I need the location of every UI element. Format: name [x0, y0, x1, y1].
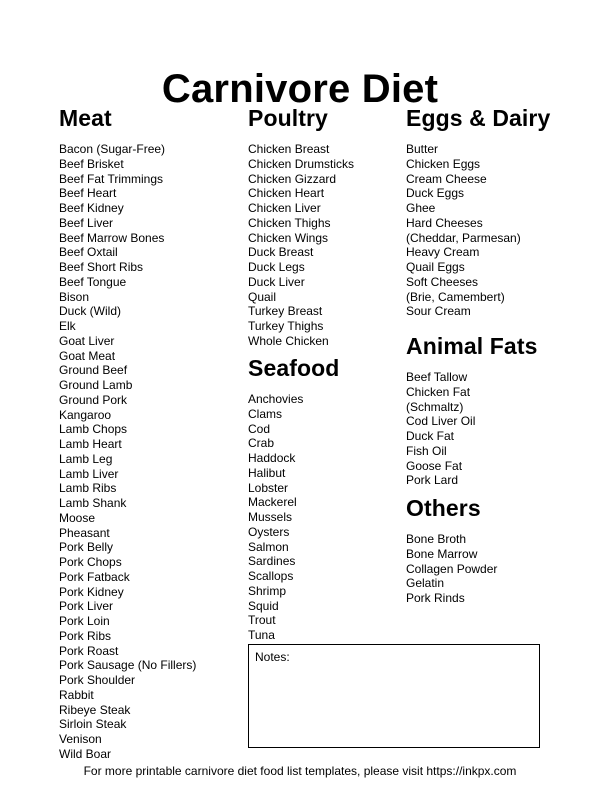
list-item: Moose [59, 510, 96, 525]
list-item: Duck (Wild) [59, 304, 121, 319]
list-item: Soft Cheeses [406, 274, 479, 289]
list-item: Halibut [248, 465, 286, 480]
list-item: Ground Beef [59, 363, 128, 378]
list-item: Beef Tongue [59, 274, 127, 289]
list-item: Cream Cheese [406, 171, 487, 186]
list-item: Shrimp [248, 583, 287, 598]
eggs-dairy-list [406, 142, 550, 319]
list-item: Chicken Wings [248, 230, 329, 245]
list-item: Beef Short Ribs [59, 260, 144, 274]
list-item: Anchovies [248, 392, 304, 406]
list-item: Lamb Ribs [59, 481, 117, 496]
list-item: Bison [59, 289, 90, 304]
list-item: Ribeye Steak [59, 702, 131, 717]
notes-box[interactable] [248, 644, 540, 748]
list-item: Ground Lamb [59, 378, 133, 392]
list-item: Lamb Chops [59, 422, 128, 437]
list-item: Goat Liver [59, 333, 115, 348]
list-item: Chicken Breast [248, 142, 330, 156]
meat-list [59, 142, 196, 762]
list-item: Chicken Drumsticks [248, 156, 355, 171]
list-item: Beef Liver [59, 215, 114, 230]
list-item: Beef Kidney [59, 201, 124, 215]
list-item: Hard Cheeses [406, 215, 483, 230]
animal-fats-list [406, 370, 537, 488]
list-item: Mackerel [248, 495, 297, 510]
list-item: Cod [248, 421, 271, 436]
list-item: Collagen Powder [406, 561, 498, 576]
poultry-section [248, 104, 354, 349]
animal-fats-section [406, 332, 537, 488]
list-item: Lamb Heart [59, 437, 122, 451]
list-item: Duck Eggs [406, 186, 465, 201]
list-item: Fish Oil [406, 443, 447, 458]
list-item: Duck Fat [406, 429, 455, 443]
list-item: Pork Chops [59, 555, 122, 569]
list-item: Beef Tallow [406, 370, 468, 384]
section-heading-seafood: Seafood [248, 355, 340, 381]
list-item: (Brie, Camembert) [406, 289, 505, 304]
list-item: Whole Chicken [248, 333, 329, 348]
list-item: Ground Pork [59, 392, 128, 407]
list-item: Chicken Thighs [248, 215, 331, 230]
others-list [406, 532, 497, 606]
meat-section [59, 104, 196, 762]
list-item: Oysters [248, 524, 290, 539]
list-item: Lamb Shank [59, 496, 127, 510]
list-item: Lamb Leg [59, 451, 113, 466]
section-heading-eggs-dairy: Eggs & Dairy [406, 105, 551, 131]
list-item: Trout [248, 613, 276, 628]
poultry-list [248, 142, 354, 349]
seafood-list [248, 392, 339, 643]
list-item: Pork Shoulder [59, 673, 136, 687]
section-heading-animal-fats: Animal Fats [406, 333, 538, 359]
list-item: Duck Breast [248, 245, 314, 260]
list-item: Squid [248, 598, 279, 613]
list-item: Goose Fat [406, 458, 463, 473]
list-item: Goat Meat [59, 348, 116, 363]
list-item: Quail Eggs [406, 260, 465, 274]
list-item: Pork Kidney [59, 584, 124, 599]
list-item: Wild Boar [59, 746, 112, 761]
list-item: Cod Liver Oil [406, 414, 476, 429]
list-item: Tuna [248, 628, 275, 642]
others-section [406, 494, 497, 606]
list-item: Turkey Thighs [248, 319, 324, 333]
list-item: Sardines [248, 554, 296, 569]
list-item: Sirloin Steak [59, 717, 127, 732]
list-item: Pheasant [59, 525, 110, 540]
list-item: Duck Liver [248, 274, 305, 289]
list-item: Lamb Liver [59, 466, 119, 481]
list-item: Beef Marrow Bones [59, 230, 165, 245]
eggs-dairy-section [406, 104, 550, 319]
list-item: Crab [248, 436, 275, 451]
list-item: Chicken Heart [248, 186, 325, 201]
list-item: Gelatin [406, 576, 445, 591]
section-heading-others: Others [406, 495, 481, 521]
list-item: Pork Ribs [59, 628, 112, 643]
list-item: Pork Lard [406, 473, 459, 488]
list-item: Chicken Fat [406, 384, 471, 399]
footer-text: For more printable carnivore diet food list templates, please visit https://inkpx.com [83, 764, 517, 778]
notes-label: Notes: [255, 650, 290, 664]
list-item: Elk [59, 319, 76, 333]
list-item: Heavy Cream [406, 245, 480, 260]
section-heading-poultry: Poultry [248, 105, 328, 131]
list-item: Chicken Eggs [406, 156, 481, 171]
list-item: Pork Fatback [59, 569, 130, 584]
list-item: Clams [248, 406, 283, 421]
list-item: Ghee [406, 201, 436, 215]
list-item: Haddock [248, 451, 296, 465]
list-item: Pork Sausage (No Fillers) [59, 658, 197, 673]
seafood-section [248, 354, 339, 643]
list-item: Duck Legs [248, 260, 305, 274]
page-title: Carnivore Diet [161, 66, 439, 111]
list-item: Beef Brisket [59, 156, 124, 171]
list-item: Venison [59, 732, 102, 746]
list-item: Bacon (Sugar-Free) [59, 142, 166, 156]
list-item: Turkey Breast [248, 304, 323, 319]
list-item: Quail [248, 289, 277, 304]
list-item: Beef Heart [59, 186, 117, 201]
list-item: Lobster [248, 480, 289, 495]
list-item: Chicken Liver [248, 201, 321, 215]
list-item: Pork Liver [59, 599, 114, 614]
list-item: Bone Marrow [406, 546, 478, 561]
list-item: Pork Rinds [406, 591, 465, 605]
list-item: Pork Roast [59, 643, 119, 658]
list-item: Bone Broth [406, 532, 467, 546]
list-item: Beef Oxtail [59, 245, 118, 260]
list-item: Salmon [248, 539, 289, 554]
list-item: (Cheddar, Parmesan) [406, 230, 521, 245]
list-item: Kangaroo [59, 407, 112, 422]
list-item: Scallops [248, 569, 294, 583]
section-heading-meat: Meat [59, 105, 112, 131]
list-item: (Schmaltz) [406, 399, 464, 414]
list-item: Butter [406, 142, 439, 156]
list-item: Rabbit [59, 687, 94, 702]
list-item: Sour Cream [406, 304, 471, 319]
list-item: Chicken Gizzard [248, 171, 337, 186]
list-item: Pork Belly [59, 540, 114, 555]
list-item: Mussels [248, 510, 293, 524]
list-item: Pork Loin [59, 614, 110, 628]
list-item: Beef Fat Trimmings [59, 171, 164, 186]
